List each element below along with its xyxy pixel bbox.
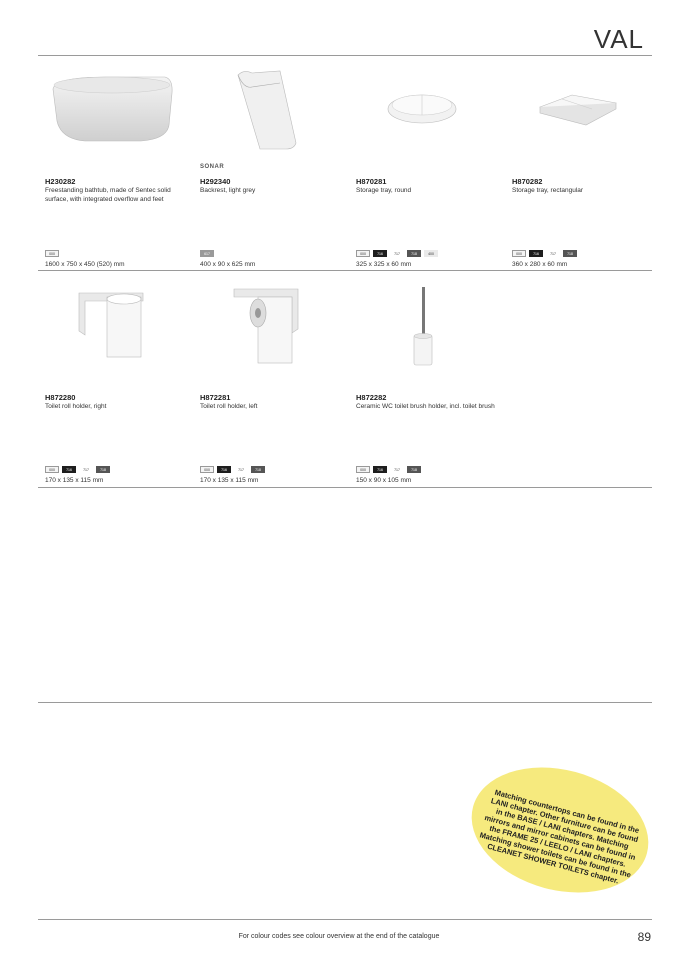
colour-swatches: [45, 250, 59, 257]
swatch: 716: [373, 250, 387, 257]
product-description: Freestanding bathtub, made of Sentec solid surface, with integrated overflow and feet: [45, 187, 171, 203]
backrest-icon: [200, 63, 350, 153]
swatch: 717: [79, 466, 93, 473]
round-tray-icon: [356, 63, 506, 153]
swatch: 000: [512, 250, 526, 257]
product-dimensions: 360 x 280 x 60 mm: [512, 261, 568, 268]
swatch: 717: [390, 466, 404, 473]
product-dimensions: 325 x 325 x 60 mm: [356, 261, 412, 268]
product-description: Backrest, light grey: [200, 187, 256, 194]
product-description: Storage tray, rectangular: [512, 187, 584, 194]
colour-swatches: [356, 250, 438, 257]
swatch: 000: [45, 250, 59, 257]
product-code: H230282: [45, 177, 76, 186]
swatch: 718: [96, 466, 110, 473]
colour-swatches: [200, 250, 214, 257]
swatch: 000: [200, 466, 214, 473]
swatch: 718: [563, 250, 577, 257]
info-sticker: [470, 770, 670, 910]
product-dimensions: 400 x 90 x 625 mm: [200, 261, 256, 268]
product-description: Toilet roll holder, right: [45, 403, 107, 410]
brand-title: VAL: [593, 24, 644, 54]
swatch: 716: [373, 466, 387, 473]
product-dimensions: 170 x 135 x 115 mm: [45, 477, 104, 484]
swatch: 716: [62, 466, 76, 473]
swatch: 000: [45, 466, 59, 473]
swatch: 716: [217, 466, 231, 473]
swatch: 716: [529, 250, 543, 257]
colour-swatches: [356, 466, 421, 473]
product-dimensions: 170 x 135 x 115 mm: [200, 477, 259, 484]
swatch: 717: [234, 466, 248, 473]
swatch: 400: [424, 250, 438, 257]
product-code: H872280: [45, 393, 76, 402]
swatch: 000: [356, 466, 370, 473]
product-series: SONAR: [200, 164, 225, 170]
sticker-text: Matching countertops can be found in the LANI chapter. Other furniture can be found in the BASE / LANI chapters. Matching mirrors and mirror cabinets can be found in the FRAME 25 / LEELO / LANI chapters. Matching shower toilets can be found in the CLEANET SHOWER TOILETS chapter.: [478, 787, 641, 886]
product-code: H872281: [200, 393, 231, 402]
product-code: H870282: [512, 177, 543, 186]
header-divider: [38, 55, 652, 56]
colour-swatches: [512, 250, 577, 257]
product-description: Storage tray, round: [356, 187, 412, 194]
product-dimensions: 1600 x 750 x 450 (520) mm: [45, 261, 125, 268]
row-divider: [38, 270, 652, 271]
product-code: H292340: [200, 177, 231, 186]
swatch: 718: [407, 250, 421, 257]
rectangular-tray-icon: [512, 63, 662, 153]
bathtub-icon: [45, 63, 195, 153]
product-code: H870281: [356, 177, 387, 186]
toilet-roll-holder-right-icon: [45, 279, 195, 369]
swatch: 617: [200, 250, 214, 257]
product-dimensions: 150 x 90 x 105 mm: [356, 477, 412, 484]
page-number: 89: [637, 930, 651, 944]
swatch: 000: [356, 250, 370, 257]
swatch: 717: [390, 250, 404, 257]
footer-divider: [38, 919, 652, 920]
product-code: H872282: [356, 393, 387, 402]
product-description: Toilet roll holder, left: [200, 403, 258, 410]
colour-swatches: [45, 466, 110, 473]
toilet-roll-holder-left-icon: [200, 279, 350, 369]
swatch: 717: [546, 250, 560, 257]
colour-swatches: [200, 466, 265, 473]
row-divider: [38, 487, 652, 488]
swatch: 718: [251, 466, 265, 473]
toilet-brush-holder-icon: [356, 279, 506, 369]
product-description: Ceramic WC toilet brush holder, incl. toilet brush: [356, 403, 495, 410]
section-divider: [38, 702, 652, 703]
swatch: 718: [407, 466, 421, 473]
footer-note: For colour codes see colour overview at the end of the catalogue: [238, 933, 440, 940]
